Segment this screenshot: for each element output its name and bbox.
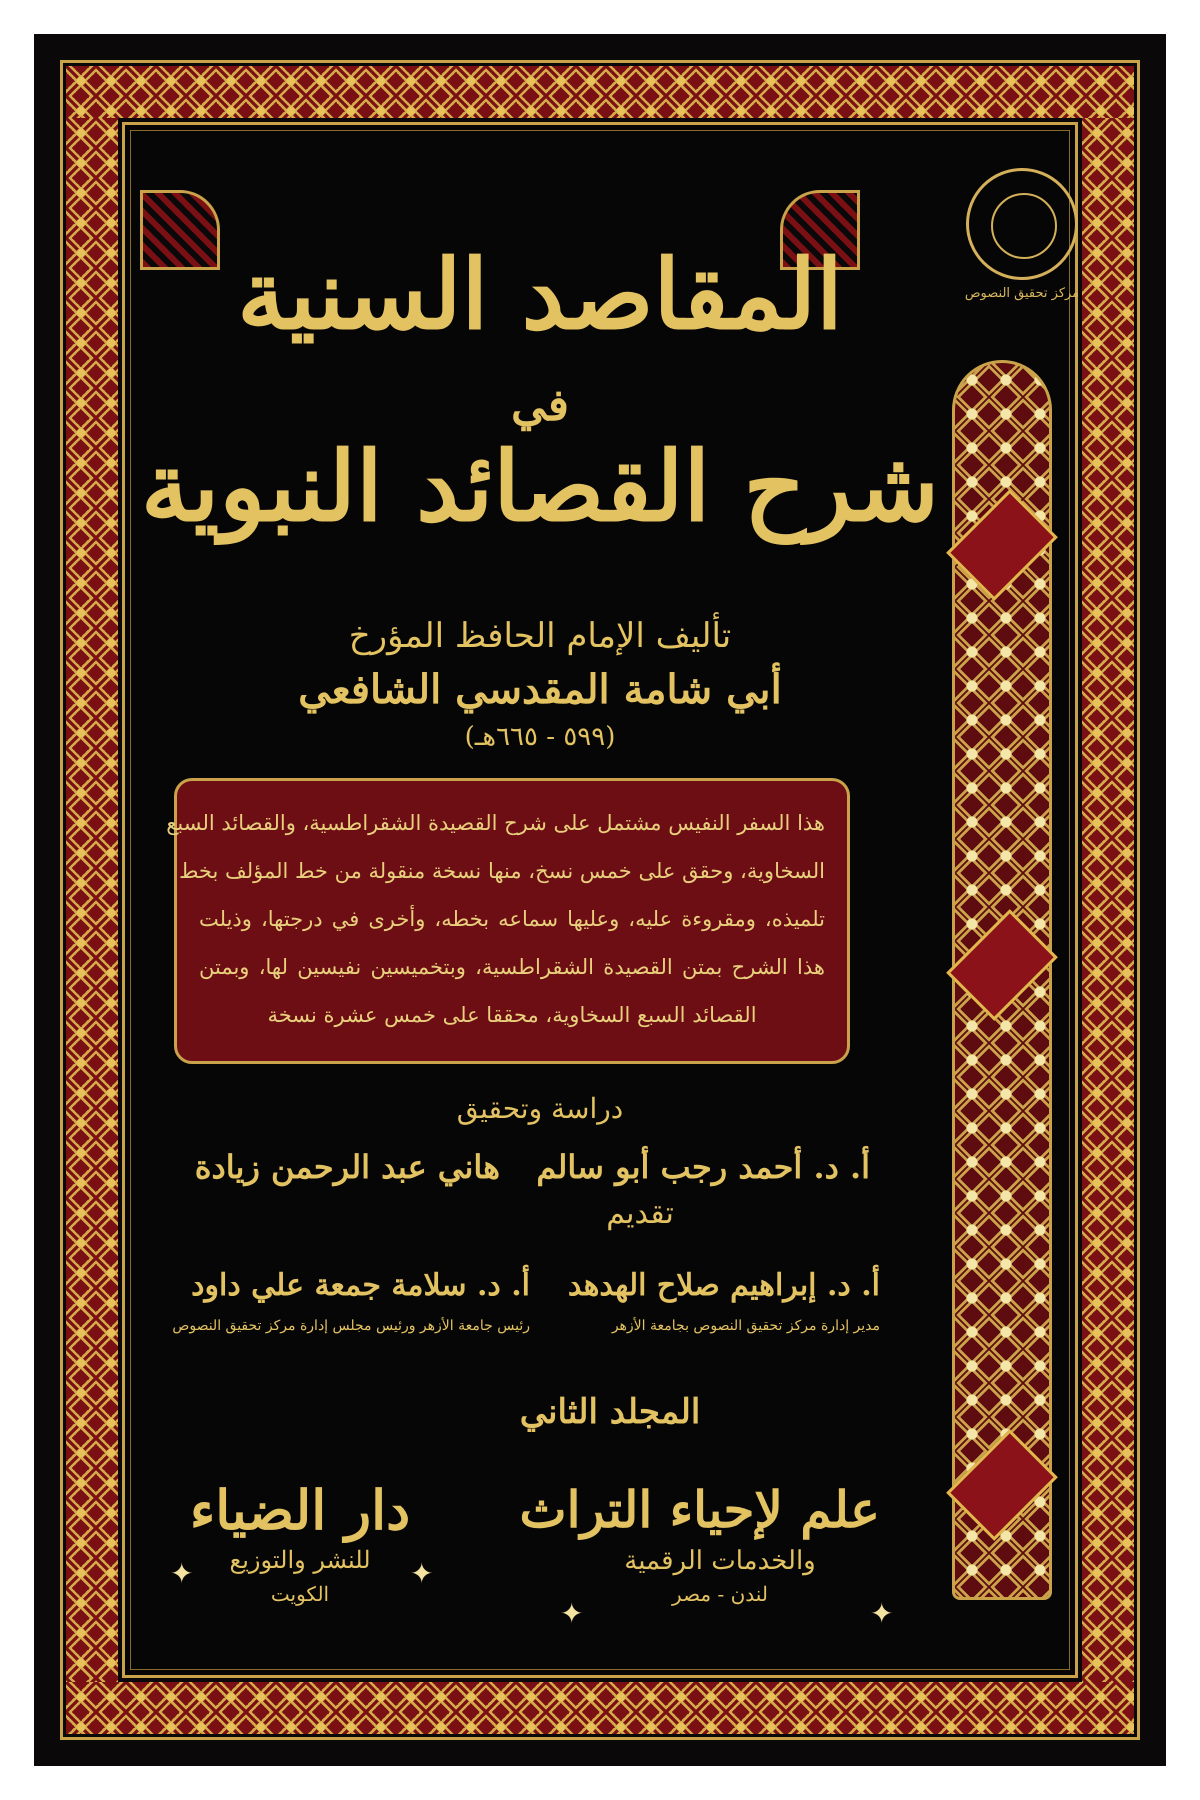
publisher-left-place: الكويت xyxy=(270,1582,330,1606)
azhar-seal-icon xyxy=(966,168,1078,280)
publisher-right-place: لندن - مصر xyxy=(672,1582,768,1606)
title-connector: في xyxy=(511,380,569,431)
publisher-right-name: علم لإحياء التراث xyxy=(519,1480,880,1539)
intro-label: تقديم xyxy=(606,1196,674,1231)
star-icon: ✦ xyxy=(170,1557,194,1590)
presenter-1: أ. د. إبراهيم صلاح الهدهد xyxy=(567,1268,880,1303)
study-label: دراسة وتحقيق xyxy=(456,1092,624,1125)
azhar-logo xyxy=(960,168,1084,301)
volume-label: المجلد الثاني xyxy=(519,1392,701,1432)
ornament-border-right xyxy=(1082,118,1134,1682)
presenter-2: أ. د. سلامة جمعة علي داود xyxy=(191,1268,530,1303)
description-line: تلميذه، ومقروءة عليه، وعليها سماعه بخطه، وأخرى في درجتها، وذيلت xyxy=(199,907,825,931)
title-line-2: شرح القصائد النبوية xyxy=(141,430,939,543)
author-dates: (٥٩٩ - ٦٦٥هـ) xyxy=(464,722,616,752)
description-line: هذا السفر النفيس مشتمل على شرح القصيدة الشقراطسية، والقصائد السبع xyxy=(166,811,825,835)
publisher-left-sub: للنشر والتوزيع xyxy=(229,1546,371,1574)
author-name: أبي شامة المقدسي الشافعي xyxy=(298,666,782,713)
star-icon: ✦ xyxy=(560,1597,584,1630)
ornament-border-top xyxy=(66,66,1134,118)
star-icon: ✦ xyxy=(870,1597,894,1630)
description-line: السخاوية، وحقق على خمس نسخ، منها نسخة منقولة من خط المؤلف بخط xyxy=(178,859,825,883)
publisher-left-name: دار الضياء xyxy=(189,1478,411,1542)
description-box xyxy=(166,778,850,1064)
publisher-right-sub: والخدمات الرقمية xyxy=(624,1546,816,1576)
editor-2: هاني عبد الرحمن زيادة xyxy=(194,1148,500,1186)
ornament-border-left xyxy=(66,118,118,1682)
editor-1: أ. د. أحمد رجب أبو سالم xyxy=(536,1148,870,1186)
description-line: القصائد السبع السخاوية، محققا على خمس عشرة نسخة xyxy=(267,1003,757,1027)
logo-caption: مركز تحقيق النصوص xyxy=(964,286,1080,301)
title-line-1: المقاصد السنية xyxy=(237,238,843,351)
description-line: هذا الشرح بمتن القصيدة الشقراطسية، وبتخميسين نفيسين لها، وبمتن xyxy=(199,955,825,979)
presenter-2-title: رئيس جامعة الأزهر ورئيس مجلس إدارة مركز تحقيق النصوص xyxy=(172,1318,530,1334)
presenter-1-title: مدير إدارة مركز تحقيق النصوص بجامعة الأزهر xyxy=(611,1318,880,1334)
ornament-border-bottom xyxy=(66,1682,1134,1734)
author-intro: تأليف الإمام الحافظ المؤرخ xyxy=(348,616,732,656)
star-icon: ✦ xyxy=(410,1557,434,1590)
